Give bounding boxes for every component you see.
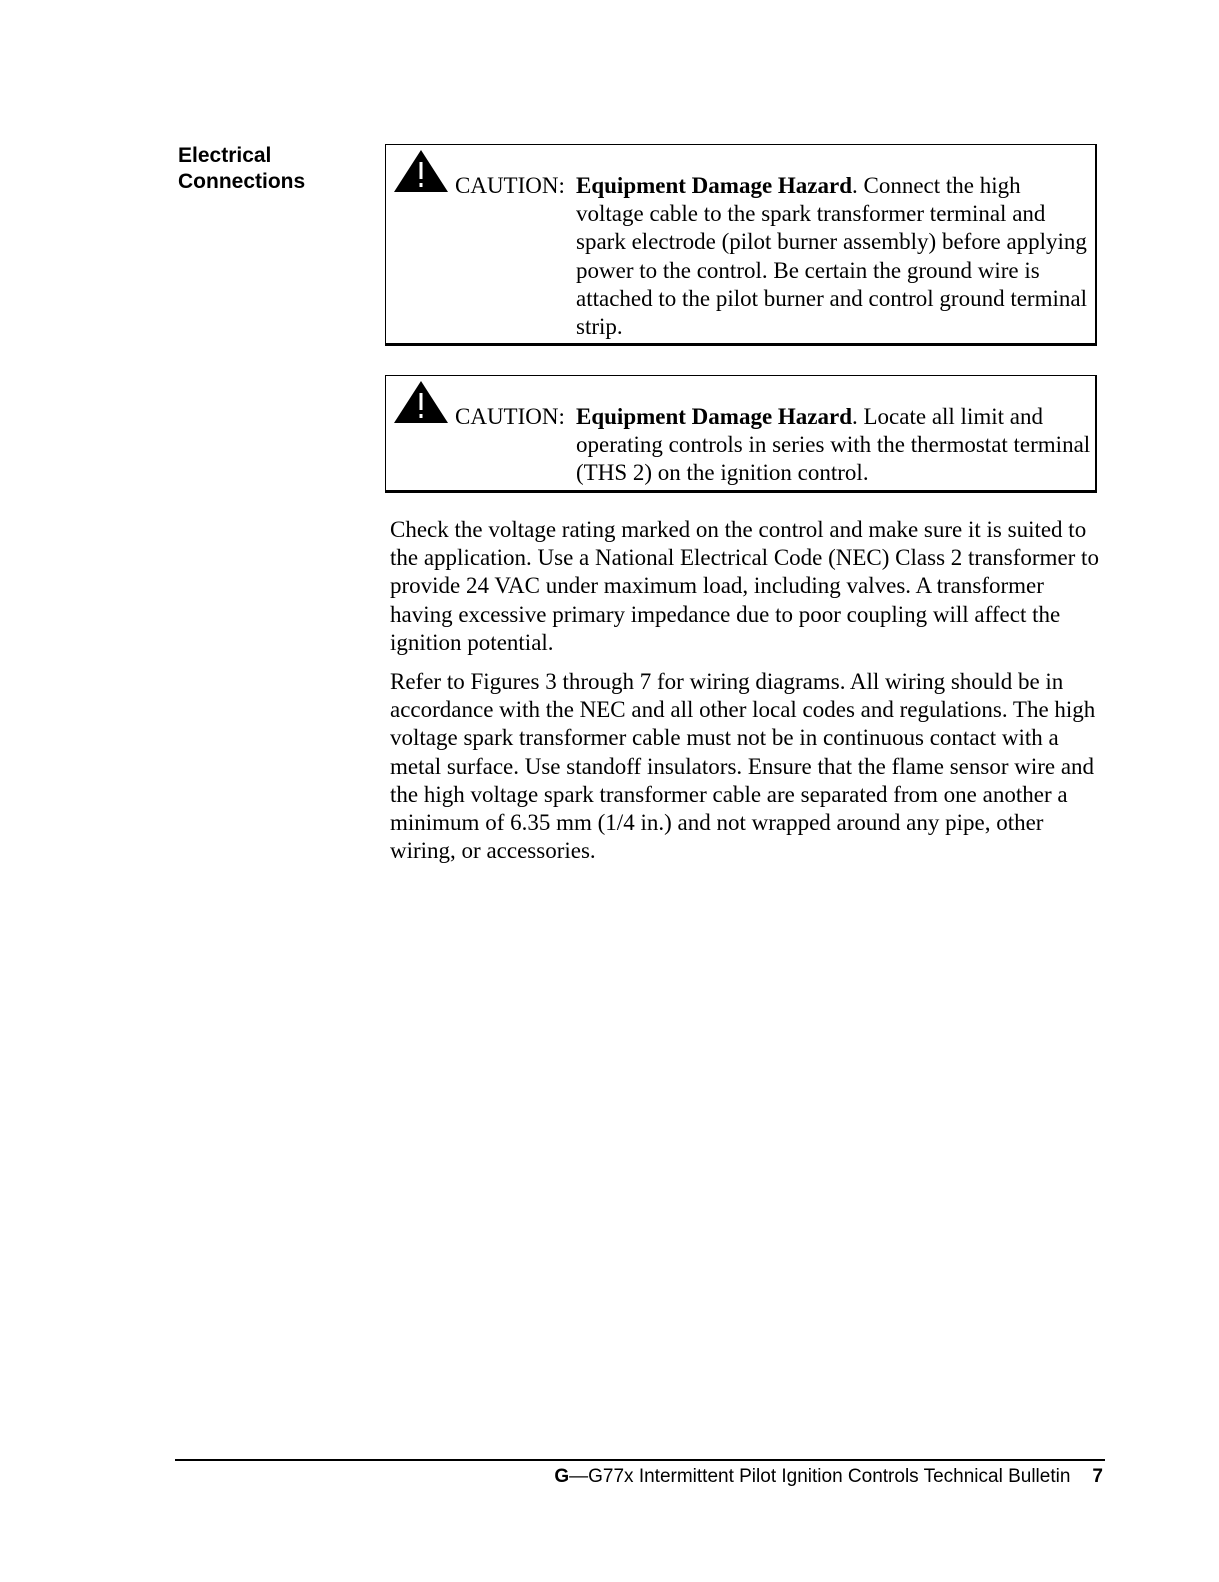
footer-dash: — [569,1466,589,1487]
caution-title: Equipment Damage Hazard [576,173,852,198]
section-heading [178,143,305,195]
warning-triangle-icon [392,379,450,425]
caution-box-1 [385,144,1097,346]
caution-label: CAUTION: [455,173,565,198]
caution-message [576,172,1091,341]
caution-label: CAUTION: [455,404,565,429]
caution-box-2 [385,375,1097,493]
section-heading-line1: Electrical [178,144,272,167]
caution-message [576,403,1091,488]
body-paragraph-wiring: Refer to Figures 3 through 7 for wiring diagrams. All wiring should be in accordance with the NEC and all other local codes and regulations. The high voltage spark transformer cable must not be in continuous contact with a metal surface. Use standoff insulators. Ensure that the flame sensor wire and the high voltage spark transformer cable are separated from one another a minimum of 6.35 mm (1/4 in.) and not wrapped around any pipe, other wiring, or accessories. [390,669,1096,864]
footer-title: G77x Intermittent Pilot Ignition Controls Technical Bulletin [588,1466,1071,1487]
caution-body: . Locate all limit and operating controls in series with the thermostat terminal (THS 2) on the ignition control. [576,404,1091,486]
caution-body: . Connect the high voltage cable to the spark transformer terminal and spark electrode (pilot burner assembly) before applying power to the control. Be certain the ground wire is attached to the pilot burner and control ground terminal strip. [576,173,1087,340]
warning-triangle-icon [392,148,450,194]
section-heading-line2: Connections [178,170,306,193]
page-footer [554,1465,1103,1489]
footer-brand: G [554,1466,570,1487]
body-paragraph-voltage: Check the voltage rating marked on the control and make sure it is suited to the application. Use a National Electrical Code (NEC) Class 2 transformer to provide 24 VAC under maximum load, including valves. A transformer having excessive primary impedance due to poor coupling will affect the ignition potential. [390,517,1099,655]
caution-title: Equipment Damage Hazard [576,404,852,429]
page-number: 7 [1092,1466,1103,1487]
footer-divider [175,1459,1105,1461]
